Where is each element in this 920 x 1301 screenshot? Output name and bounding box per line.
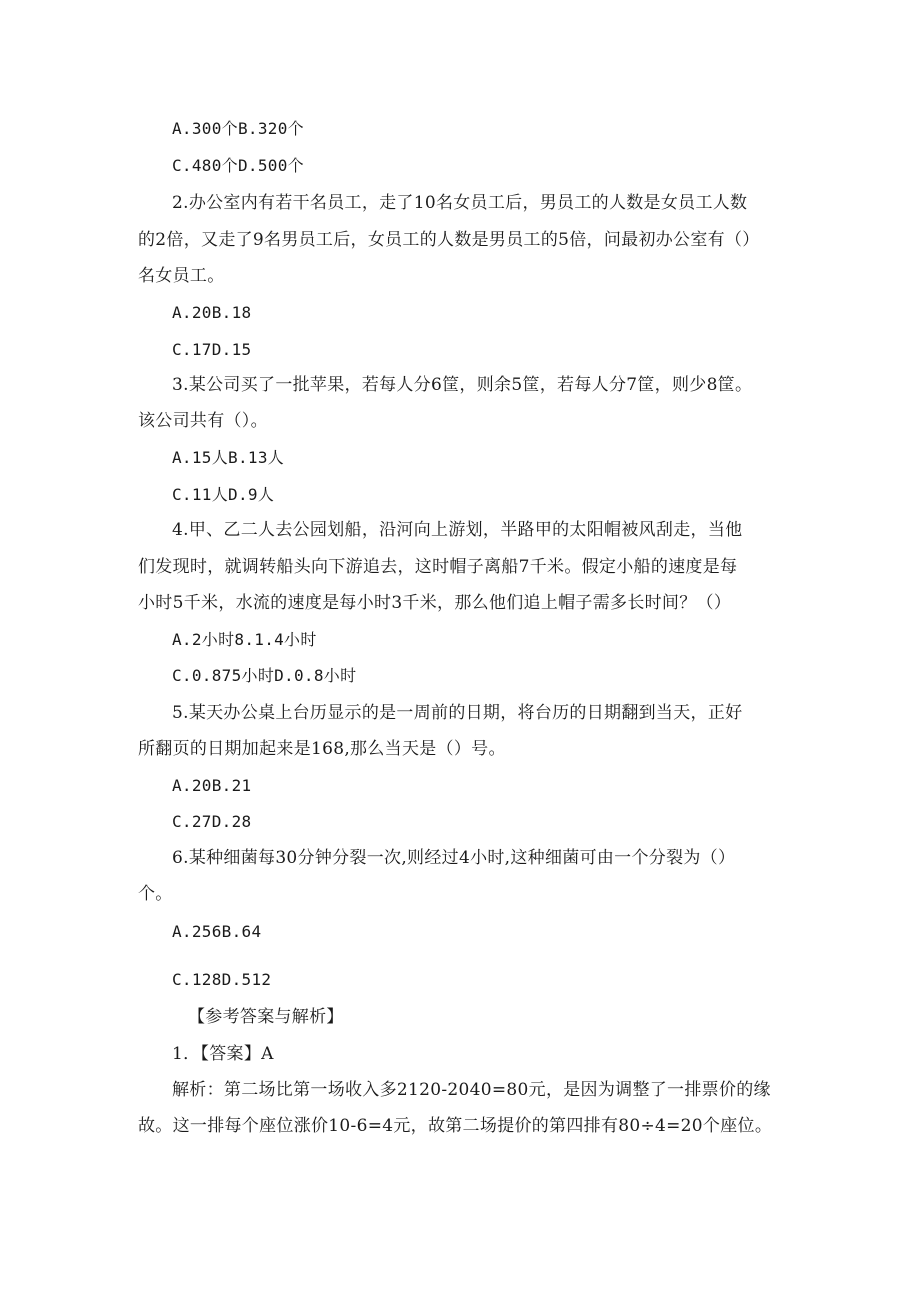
- answers-heading: 【参考答案与解析】: [188, 1007, 344, 1027]
- analysis-line-1: 解析：第二场比第一场收入多2120-2040=80元，是因为调整了一排票价的缘: [172, 1080, 771, 1100]
- q2-text-line-2: 的2倍，又走了9名男员工后，女员工的人数是男员工的5倍，问最初办公室有（）: [138, 230, 760, 250]
- q6-options-cd: C.128D.512: [172, 970, 272, 989]
- q2-text-line-3: 名女员工。: [138, 266, 225, 286]
- q3-text-line-2: 该公司共有（）。: [138, 411, 268, 431]
- q6-text-line-2: 个。: [138, 884, 173, 904]
- q3-options-ab: A.15人B.13人: [172, 448, 285, 467]
- q5-options-cd: C.27D.28: [172, 812, 252, 831]
- q1-options-cd: C.480个D.500个: [172, 156, 304, 175]
- q4-text-line-2: 们发现时，就调转船头向下游追去，这时帽子离船7千米。假定小船的速度是每: [138, 557, 738, 577]
- q3-options-cd: C.11人D.9人: [172, 485, 275, 504]
- q3-text-line-1: 3.某公司买了一批苹果，若每人分6筐，则余5筐，若每人分7筐，则少8筐。: [172, 375, 753, 395]
- q5-text-line-1: 5.某天办公桌上台历显示的是一周前的日期，将台历的日期翻到当天，正好: [172, 703, 743, 723]
- q1-options-ab: A.300个B.320个: [172, 119, 304, 138]
- q4-options-cd: C.0.875小时D.0.8小时: [172, 666, 357, 685]
- q4-options-ab: A.2小时8.1.4小时: [172, 630, 317, 649]
- q4-text-line-3: 小时5千米，水流的速度是每小时3千米，那么他们追上帽子需多长时间？（）: [138, 593, 732, 613]
- q4-text-line-1: 4.甲、乙二人去公园划船，沿河向上游划，半路甲的太阳帽被风刮走，当他: [172, 520, 743, 540]
- answer-1: 1．【答案】A: [172, 1044, 274, 1064]
- q5-text-line-2: 所翻页的日期加起来是168,那么当天是（）号。: [138, 739, 506, 759]
- analysis-line-2: 故。这一排每个座位涨价10-6=4元，故第二场提价的第四排有80÷4=20个座位。: [138, 1116, 773, 1136]
- q2-options-ab: A.20B.18: [172, 303, 252, 322]
- q5-options-ab: A.20B.21: [172, 776, 252, 795]
- q2-text-line-1: 2.办公室内有若干名员工，走了10名女员工后，男员工的人数是女员工人数: [172, 193, 748, 213]
- q6-options-ab: A.256B.64: [172, 922, 262, 941]
- q2-options-cd: C.17D.15: [172, 340, 252, 359]
- q6-text-line-1: 6.某种细菌每30分钟分裂一次,则经过4小时,这种细菌可由一个分裂为（）: [172, 848, 736, 868]
